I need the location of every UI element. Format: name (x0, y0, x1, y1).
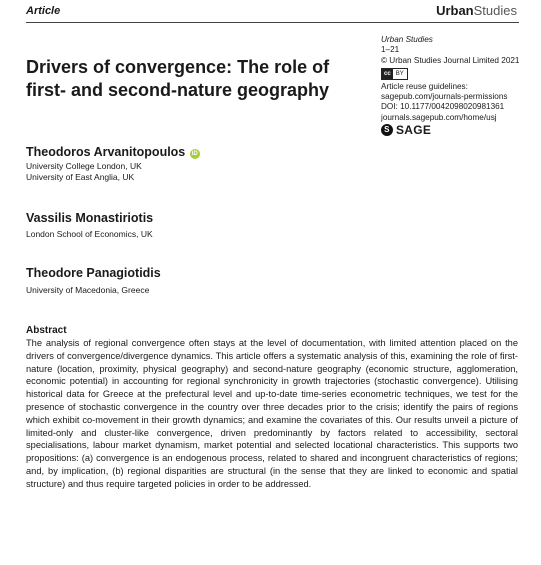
abstract-text: The analysis of regional convergence often stays at the level of documentation, with limited attention placed on the drivers of convergence/divergence dynamics. This article offers a systematic analysis of this, examining the role of first-nature (location, proximity, physical geography) and second-nature geography (economic structure, agglomeration, economic potential) in accounting for regional synchronicity in growth trajectories (stochastic convergence). Utilising historical data for Greece at the prefectural level and up-to-date time-series econometric techniques, we test for the presence of stochastic convergence in the country over three decades prior to the crisis; identify the pairs of regions which exhibit co-movement in their growth dynamics; and examine the covariates of this. Our results unveil a picture of limited-only and cluster-like convergence, driven predominantly by factors related to accessibility, sectoral specialisations, labour market dynamism, market potential and selected locational characteristics. This supports two propositions: (a) convergence is an endogenous process, related to shared and incongruent characteristics of regions; and, by implication, (b) regional disparities are structural (in the sense that they are linked to economic and spatial structure) and thus require targeted policies in order to be addressed. (26, 338, 518, 489)
journal-logo-light: Studies (473, 3, 517, 18)
doi[interactable]: DOI: 10.1177/0042098020981361 (381, 102, 505, 112)
affiliation: London School of Economics, UK (26, 229, 153, 239)
copyright: © Urban Studies Journal Limited 2021 (381, 55, 520, 65)
sage-logo-text: SAGE (396, 122, 432, 137)
cc-icon: cc (384, 70, 391, 77)
author-affiliations (26, 285, 149, 296)
sage-logo-icon: S (381, 124, 393, 136)
article-type-label: Article (26, 5, 61, 17)
permissions-link[interactable]: sagepub.com/journals-permissions (381, 92, 508, 102)
journal-name: Urban Studies (381, 35, 433, 44)
cc-by-badge (381, 68, 408, 80)
author-name: Vassilis Monastiriotis (26, 211, 154, 225)
affiliation: University of Macedonia, Greece (26, 285, 150, 295)
author-affiliations (26, 229, 153, 240)
by-icon: BY (395, 70, 404, 77)
author-name: Theodoros Arvanitopoulos iD (26, 145, 198, 159)
header-rule (26, 22, 519, 23)
journal-home-link[interactable]: journals.sagepub.com/home/usj (381, 112, 497, 122)
orcid-icon[interactable]: iD (191, 151, 198, 157)
journal-meta (381, 35, 531, 136)
affiliation: University of East Anglia, UK (26, 172, 135, 182)
article-title: Drivers of convergence: The role of first- and second-nature geography (26, 57, 330, 100)
author-name: Theodore Panagiotidis (26, 266, 161, 280)
sage-logo (381, 124, 531, 136)
journal-logo-bold: Urban (436, 3, 474, 18)
affiliation: University College London, UK (26, 161, 142, 171)
journal-logo (436, 3, 517, 18)
author-affiliations (26, 161, 142, 183)
abstract-heading: Abstract (26, 325, 67, 336)
reuse-guidelines: Article reuse guidelines: (381, 81, 468, 91)
page-range: 1–21 (381, 45, 400, 55)
